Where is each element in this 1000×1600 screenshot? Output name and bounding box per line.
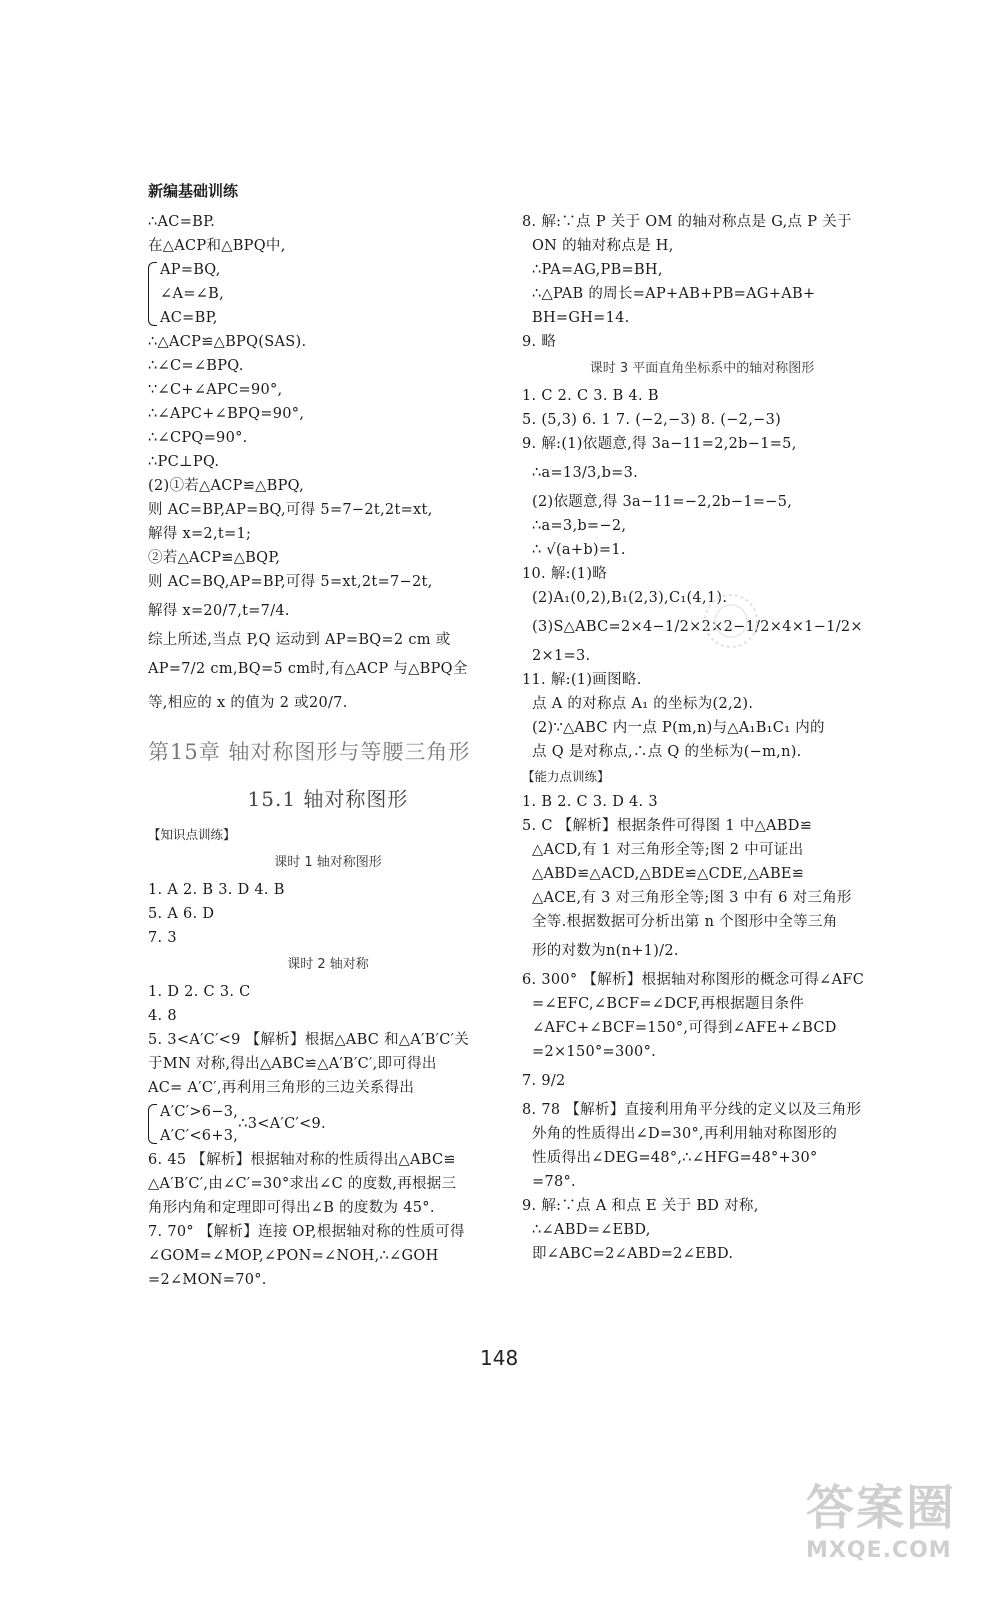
answer-line: ∠GOM=∠MOP,∠PON=∠NOH,∴∠GOH [148,1248,439,1264]
watermark-url: MXQE.COM [806,1538,952,1563]
knowledge-tag: 【知识点训练】 [148,827,236,842]
answer-line: 11. 解:(1)画图略. [522,672,642,688]
text-line: AC=BP, [160,310,218,326]
text-line: A′C′>6−3, [160,1104,239,1120]
text-line: AP=BQ, [160,262,221,278]
text-line: ∴∠CPQ=90°. [148,430,248,446]
lesson-title: 课时 2 轴对称 [287,957,369,972]
inequality-row [148,1100,508,1148]
text-line: AP=7/2 cm,BQ=5 cm时,有△ACP 与△BPQ全 [148,661,468,677]
text-line: ②若△ACP≌△BQP, [148,550,281,566]
condition-brace-group [148,258,508,330]
answer-line: 点 Q 是对称点,∴点 Q 的坐标为(−m,n). [532,744,802,760]
answer-line: 5. 3<A′C′<9 【解析】根据△ABC 和△A′B′C′关 [148,1032,470,1048]
lesson-title: 课时 3 平面直角坐标系中的轴对称图形 [589,361,815,376]
faint-stamp-icon [700,590,762,652]
answer-line: ∴a=13/3,b=3. [532,465,639,481]
text-line: ∴3<A′C′<9. [238,1116,326,1132]
answer-line: 5. A 6. D [148,906,215,922]
answer-line: =∠EFC,∠BCF=∠DCF,再根据题目条件 [532,996,805,1012]
answer-line: △ACE,有 3 对三角形全等;图 3 中有 6 对三角形 [532,890,852,906]
text-line: ∴PA=AG,PB=BH, [532,262,663,278]
text-line: ∵∠C+∠APC=90°, [148,382,283,398]
lesson-title: 课时 1 轴对称图形 [274,855,382,870]
text-line: BH=GH=14. [532,310,630,326]
text-line: 在△ACP和△BPQ中, [148,238,286,254]
answer-line: 7. 9/2 [522,1073,566,1089]
text-line: A′C′<6+3, [160,1128,239,1144]
text-line: 解得 x=20/7,t=7/4. [148,603,290,619]
text-line: 9. 略 [522,334,557,350]
brace-icon [148,262,157,326]
answer-line: 2×1=3. [532,648,591,664]
answer-line: ∴ √(a+b)=1. [532,542,626,558]
inequality-brace-group [148,1100,238,1148]
text-line: ∴△ACP≌△BPQ(SAS). [148,334,307,350]
answer-line: =2×150°=300°. [532,1044,657,1060]
answer-line: 10. 解:(1)略 [522,566,608,582]
watermark-logo [806,1478,976,1588]
text-line: ∴AC=BP. [148,214,216,230]
answer-line: △ABD≌△ACD,△BDE≌△CDE,△ABE≌ [532,866,805,882]
answer-line: 9. 解:(1)依题意,得 3a−11=2,2b−1=5, [522,436,797,452]
answer-line: (2)A₁(0,2),B₁(2,3),C₁(4,1). [532,590,728,606]
answer-line: 点 A 的对称点 A₁ 的坐标为(2,2). [532,696,754,712]
answer-line: 5. (5,3) 6. 1 7. (−2,−3) 8. (−2,−3) [522,412,782,428]
answer-line: 1. C 2. C 3. B 4. B [522,388,659,404]
text-line: 解得 x=2,t=1; [148,526,252,542]
answer-line: ∴∠ABD=∠EBD, [532,1222,651,1238]
answer-line: =2∠MON=70°. [148,1272,267,1288]
answer-line: 外角的性质得出∠D=30°,再利用轴对称图形的 [532,1126,838,1142]
text-line: 8. 解:∵点 P 关于 OM 的轴对称点是 G,点 P 关于 [522,214,852,230]
answer-line: △ACD,有 1 对三角形全等;图 2 中可证出 [532,842,804,858]
answer-line: 5. C 【解析】根据条件可得图 1 中△ABD≌ [522,818,813,834]
right-column [522,210,882,1266]
brace-icon [148,1104,157,1144]
text-line: ∴PC⊥PQ. [148,454,220,470]
answer-line: 1. B 2. C 3. D 4. 3 [522,794,658,810]
answer-line: 形的对数为n(n+1)/2. [532,943,679,959]
answer-line: 性质得出∠DEG=48°,∴∠HFG=48°+30° [532,1150,818,1166]
answer-line: 1. A 2. B 3. D 4. B [148,882,285,898]
text-line: 则 AC=BP,AP=BQ,可得 5=7−2t,2t=xt, [148,502,433,518]
section-title: 15.1 轴对称图形 [247,787,409,811]
answer-line: 6. 300° 【解析】根据轴对称图形的概念可得∠AFC [522,972,865,988]
answer-line: 4. 8 [148,1008,177,1024]
text-line: 等,相应的 x 的值为 2 或20/7. [148,695,348,711]
answer-line: 即∠ABC=2∠ABD=2∠EBD. [532,1246,734,1262]
text-line: ∴∠C=∠BPQ. [148,358,244,374]
answer-line: 8. 78 【解析】直接利用角平分线的定义以及三角形 [522,1102,862,1118]
answer-line: 1. D 2. C 3. C [148,984,251,1000]
text-line: ON 的轴对称点是 H, [532,238,674,254]
answer-line: (3)S△ABC=2×4−1/2×2×2−1/2×4×1−1/2× [532,619,863,635]
text-line: 则 AC=BQ,AP=BP,可得 5=xt,2t=7−2t, [148,574,433,590]
chapter-title: 第15章 轴对称图形与等腰三角形 [148,740,471,764]
ability-tag: 【能力点训练】 [522,769,610,784]
answer-line: (2)∵△ABC 内一点 P(m,n)与△A₁B₁C₁ 内的 [532,720,825,736]
answer-line: △A′B′C′,由∠C′=30°求出∠C 的度数,再根据三 [148,1176,457,1192]
left-column [148,210,508,1292]
text-line: (2)①若△ACP≌△BPQ, [148,478,304,494]
answer-line: 7. 70° 【解析】连接 OP,根据轴对称的性质可得 [148,1224,465,1240]
answer-line: AC= A′C′,再利用三角形的三边关系得出 [148,1080,415,1096]
text-line: ∴△PAB 的周长=AP+AB+PB=AG+AB+ [532,286,816,302]
answer-line: 6. 45 【解析】根据轴对称的性质得出△ABC≌ [148,1152,456,1168]
answer-line: =78°. [532,1174,576,1190]
answer-line: 9. 解:∵点 A 和点 E 关于 BD 对称, [522,1198,759,1214]
watermark-text: 答案圈 [806,1480,957,1536]
answer-line: ∠AFC+∠BCF=150°,可得到∠AFE+∠BCD [532,1020,837,1036]
answer-line: (2)依题意,得 3a−11=−2,2b−1=−5, [532,494,793,510]
answer-line: 于MN 对称,得出△ABC≌△A′B′C′,即可得出 [148,1056,437,1072]
answer-line: 角形内角和定理即可得出∠B 的度数为 45°. [148,1200,435,1216]
text-line: 综上所述,当点 P,Q 运动到 AP=BQ=2 cm 或 [148,632,451,648]
book-header: 新编基础训练 [148,182,239,200]
answer-line: 全等.根据数据可分析出第 n 个图形中全等三角 [532,914,838,930]
text-line: ∠A=∠B, [160,286,224,302]
answer-line: ∴a=3,b=−2, [532,518,627,534]
page-number: 148 [480,1346,519,1370]
text-line: ∴∠APC+∠BPQ=90°, [148,406,305,422]
answer-line: 7. 3 [148,930,177,946]
